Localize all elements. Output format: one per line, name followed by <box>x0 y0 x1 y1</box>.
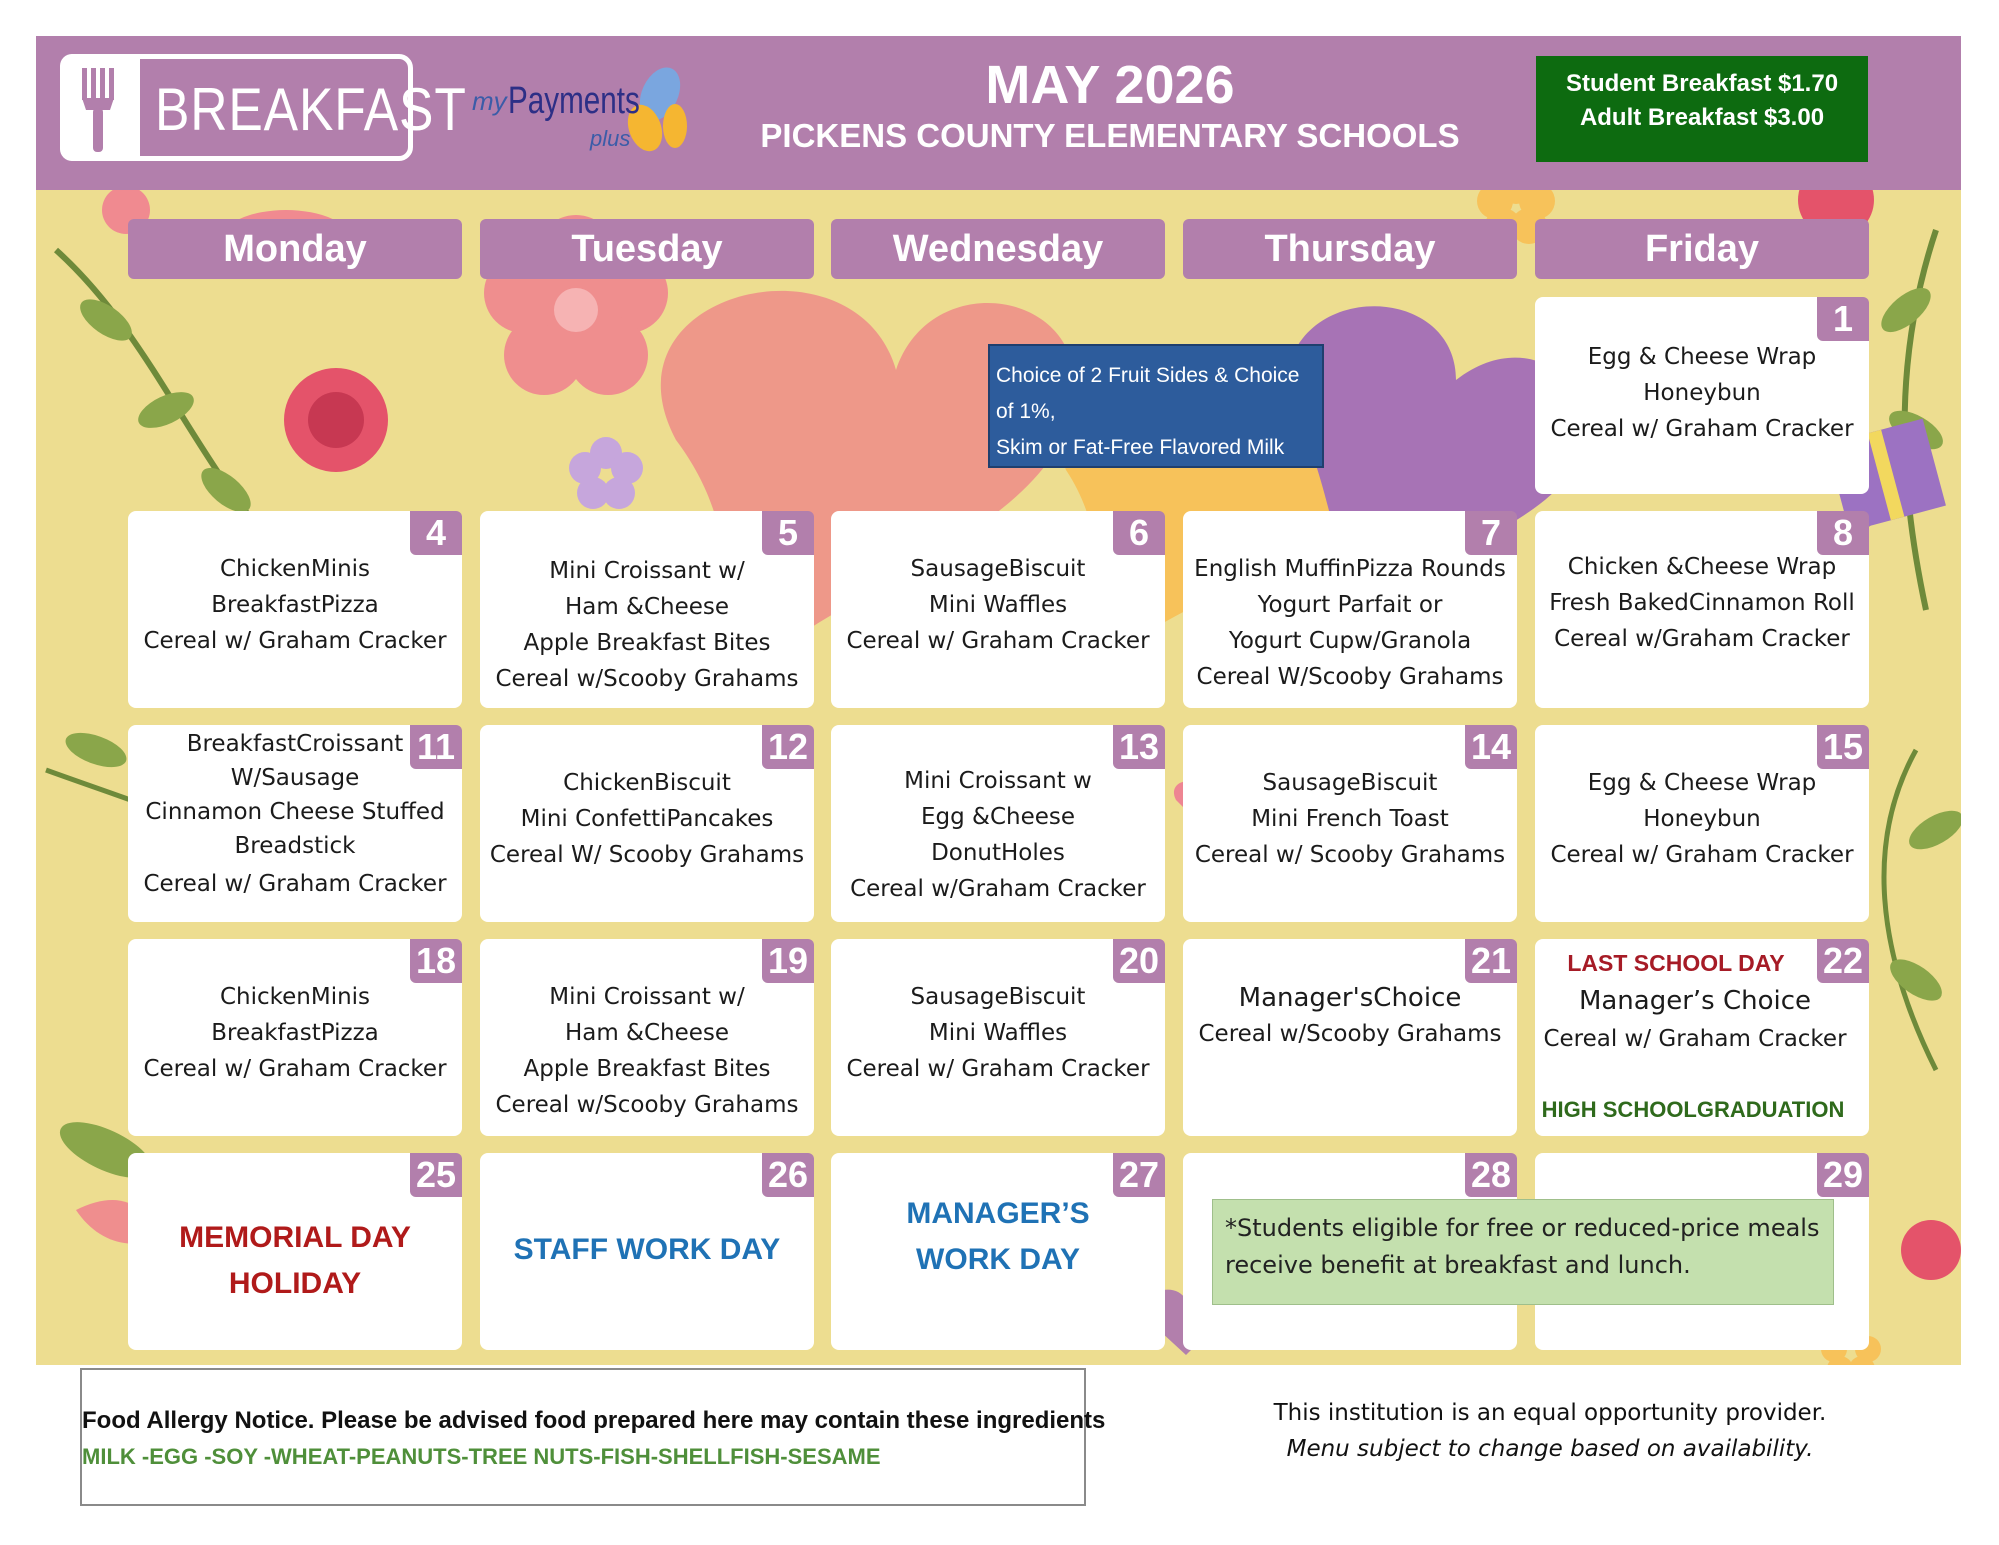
day-cell-1 <box>1535 297 1869 494</box>
menu-item: Mini French Toast <box>1251 806 1449 832</box>
day-number: 29 <box>1817 1153 1869 1197</box>
day-number: 18 <box>410 939 462 983</box>
last-school-day-label: LAST SCHOOL DAY <box>1567 950 1785 976</box>
menu-item: ChickenMinis <box>219 556 371 582</box>
menu-item: Ham &Cheese <box>564 1020 730 1046</box>
menu-item: Yogurt Cupw/Granola <box>1228 628 1472 654</box>
menu-item: Cereal w/ Graham Cracker <box>846 1056 1150 1082</box>
weekday-thursday: Thursday <box>1183 219 1517 279</box>
menu-item: Mini Waffles <box>928 1020 1068 1046</box>
payments-logo-suffix: plus <box>590 126 631 151</box>
day-number: 14 <box>1465 725 1517 769</box>
menu-item: Cereal w/ Graham Cracker <box>143 871 447 897</box>
menu-item: DonutHoles <box>931 840 1065 866</box>
menu-item: Cereal w/ Graham Cracker <box>1550 842 1854 868</box>
day-number: 25 <box>410 1153 462 1197</box>
menu-item: Ham &Cheese <box>564 594 730 620</box>
day-cell-5 <box>480 511 814 708</box>
menu-item: Egg & Cheese Wrap <box>1587 770 1817 796</box>
fruit-milk-notice-line: Choice of 2 Fruit Sides & Choice of 1%, <box>996 364 1300 423</box>
adult-price: Adult Breakfast $3.00 <box>1579 104 1825 131</box>
menu-item: Honeybun <box>1643 380 1761 406</box>
day-number: 20 <box>1113 939 1165 983</box>
day-number: 27 <box>1113 1153 1165 1197</box>
menu-item: Cereal w/ Graham Cracker <box>143 1056 447 1082</box>
day-number: 11 <box>410 725 462 769</box>
day-number: 5 <box>762 511 814 555</box>
day-cell-8 <box>1535 511 1869 708</box>
menu-item: Cereal w/Scooby Grahams <box>495 666 799 692</box>
menu-item: Chicken &Cheese Wrap <box>1567 554 1837 580</box>
payments-logo-prefix: my <box>472 86 507 116</box>
menu-item: Manager’s Choice <box>1578 986 1812 1016</box>
allergy-notice-title: Food Allergy Notice. Please be advised food prepared here may contain these ingredients <box>82 1407 1106 1434</box>
day-cell-6 <box>831 511 1165 708</box>
menu-item: Egg & Cheese Wrap <box>1587 344 1817 370</box>
student-price: Student Breakfast $1.70 <box>1565 70 1839 97</box>
menu-item: Cereal w/Scooby Grahams <box>1198 1021 1502 1047</box>
menu-item: Cereal w/ Graham Cracker <box>846 628 1150 654</box>
day-cell-22 <box>1535 939 1869 1136</box>
menu-item: Mini Croissant w/ <box>549 984 745 1010</box>
menu-item: Mini Waffles <box>928 592 1068 618</box>
holiday-label: MEMORIAL DAY <box>179 1221 411 1254</box>
menu-item: W/Sausage <box>230 765 360 791</box>
weekday-tuesday: Tuesday <box>480 219 814 279</box>
day-cell-11 <box>128 725 462 922</box>
menu-item: ChickenBiscuit <box>563 770 731 796</box>
menu-item: Cereal w/Graham Cracker <box>850 876 1146 902</box>
allergy-notice <box>80 1368 1106 1506</box>
fruit-milk-notice-line: Skim or Fat-Free Flavored Milk <box>996 436 1285 459</box>
day-cell-26 <box>480 1153 814 1350</box>
menu-item: Egg &Cheese <box>920 804 1076 830</box>
menu-item: BreakfastCroissant <box>186 731 404 757</box>
eligibility-note-line: *Students eligible for free or reduced-price meals <box>1225 1214 1820 1242</box>
mypayments-plus-logo <box>470 56 700 166</box>
menu-item: Cereal W/Scooby Grahams <box>1196 664 1504 690</box>
day-cell-12 <box>480 725 814 922</box>
day-cell-13 <box>831 725 1165 922</box>
fruit-milk-notice <box>988 344 1324 468</box>
menu-item: Apple Breakfast Bites <box>523 1056 771 1082</box>
menu-item: Mini Croissant w <box>904 768 1092 794</box>
menu-item: Fresh BakedCinnamon Roll <box>1549 590 1855 616</box>
weekday-friday: Friday <box>1535 219 1869 279</box>
menu-item: Cereal w/ Scooby Grahams <box>1194 842 1506 868</box>
menu-item: Cereal w/ Graham Cracker <box>1543 1026 1847 1052</box>
menu-item: Honeybun <box>1643 806 1761 832</box>
menu-item: Cereal w/Graham Cracker <box>1554 626 1850 652</box>
menu-item: Cereal w/ Graham Cracker <box>1550 416 1854 442</box>
menu-item: Yogurt Parfait or <box>1257 592 1443 618</box>
menu-item: Cereal w/Scooby Grahams <box>495 1092 799 1118</box>
menu-item: Breadstick <box>234 833 356 859</box>
day-number: 4 <box>410 511 462 555</box>
menu-item: Cereal W/ Scooby Grahams <box>489 842 805 868</box>
day-number: 15 <box>1817 725 1869 769</box>
fork-icon <box>60 54 140 161</box>
day-number: 26 <box>762 1153 814 1197</box>
eligibility-note <box>1212 1199 1834 1305</box>
menu-item: BreakfastPizza <box>211 592 379 618</box>
day-cell-27 <box>831 1153 1165 1350</box>
weekday-wednesday: Wednesday <box>831 219 1165 279</box>
price-box <box>1536 56 1868 162</box>
menu-item: ChickenMinis <box>219 984 371 1010</box>
weekday-monday: Monday <box>128 219 462 279</box>
day-number: 1 <box>1817 297 1869 341</box>
day-number: 12 <box>762 725 814 769</box>
day-number: 21 <box>1465 939 1517 983</box>
day-cell-4 <box>128 511 462 708</box>
day-cell-20 <box>831 939 1165 1136</box>
day-cell-21 <box>1183 939 1517 1136</box>
day-number: 8 <box>1817 511 1869 555</box>
managers-work-day-label: MANAGER’S <box>906 1197 1090 1230</box>
day-cell-19 <box>480 939 814 1136</box>
menu-item: SausageBiscuit <box>910 984 1086 1010</box>
day-cell-15 <box>1535 725 1869 922</box>
menu-item: Cinnamon Cheese Stuffed <box>145 799 445 825</box>
day-number: 13 <box>1113 725 1165 769</box>
eligibility-note-line: receive benefit at breakfast and lunch. <box>1225 1251 1691 1279</box>
day-number: 19 <box>762 939 814 983</box>
menu-item: Cereal w/ Graham Cracker <box>143 628 447 654</box>
day-number: 28 <box>1465 1153 1517 1197</box>
menu-item: SausageBiscuit <box>910 556 1086 582</box>
menu-item: Mini Croissant w/ <box>549 558 745 584</box>
menu-item: Mini ConfettiPancakes <box>520 806 774 832</box>
day-number: 7 <box>1465 511 1517 555</box>
page-title: MAY 2026 <box>985 55 1235 115</box>
payments-logo-main: Payments <box>508 80 640 122</box>
day-number: 6 <box>1113 511 1165 555</box>
day-cell-7 <box>1183 511 1517 708</box>
allergen-list: MILK -EGG -SOY -WHEAT-PEANUTS-TREE NUTS-FISH-SHELLFISH-SESAME <box>82 1444 881 1469</box>
page-subtitle: PICKENS COUNTY ELEMENTARY SCHOOLS <box>760 117 1460 154</box>
menu-item: SausageBiscuit <box>1262 770 1438 796</box>
menu-change-disclaimer: Menu subject to change based on availability. <box>1286 1436 1814 1462</box>
menu-item: Manager'sChoice <box>1238 983 1462 1013</box>
day-cell-25 <box>128 1153 462 1350</box>
staff-work-day-label: STAFF WORK DAY <box>513 1233 781 1266</box>
menu-item: Apple Breakfast Bites <box>523 630 771 656</box>
menu-item: BreakfastPizza <box>211 1020 379 1046</box>
managers-work-day-label: WORK DAY <box>916 1243 1080 1276</box>
holiday-label: HOLIDAY <box>228 1267 362 1300</box>
menu-item: English MuffinPizza Rounds <box>1194 556 1506 582</box>
graduation-note: HIGH SCHOOLGRADUATION <box>1541 1097 1845 1122</box>
day-cell-18 <box>128 939 462 1136</box>
day-cell-14 <box>1183 725 1517 922</box>
breakfast-logo-text: BREAKFAST <box>155 76 467 143</box>
equal-opportunity-statement: This institution is an equal opportunity provider. <box>1273 1400 1827 1426</box>
day-number: 22 <box>1817 939 1869 983</box>
